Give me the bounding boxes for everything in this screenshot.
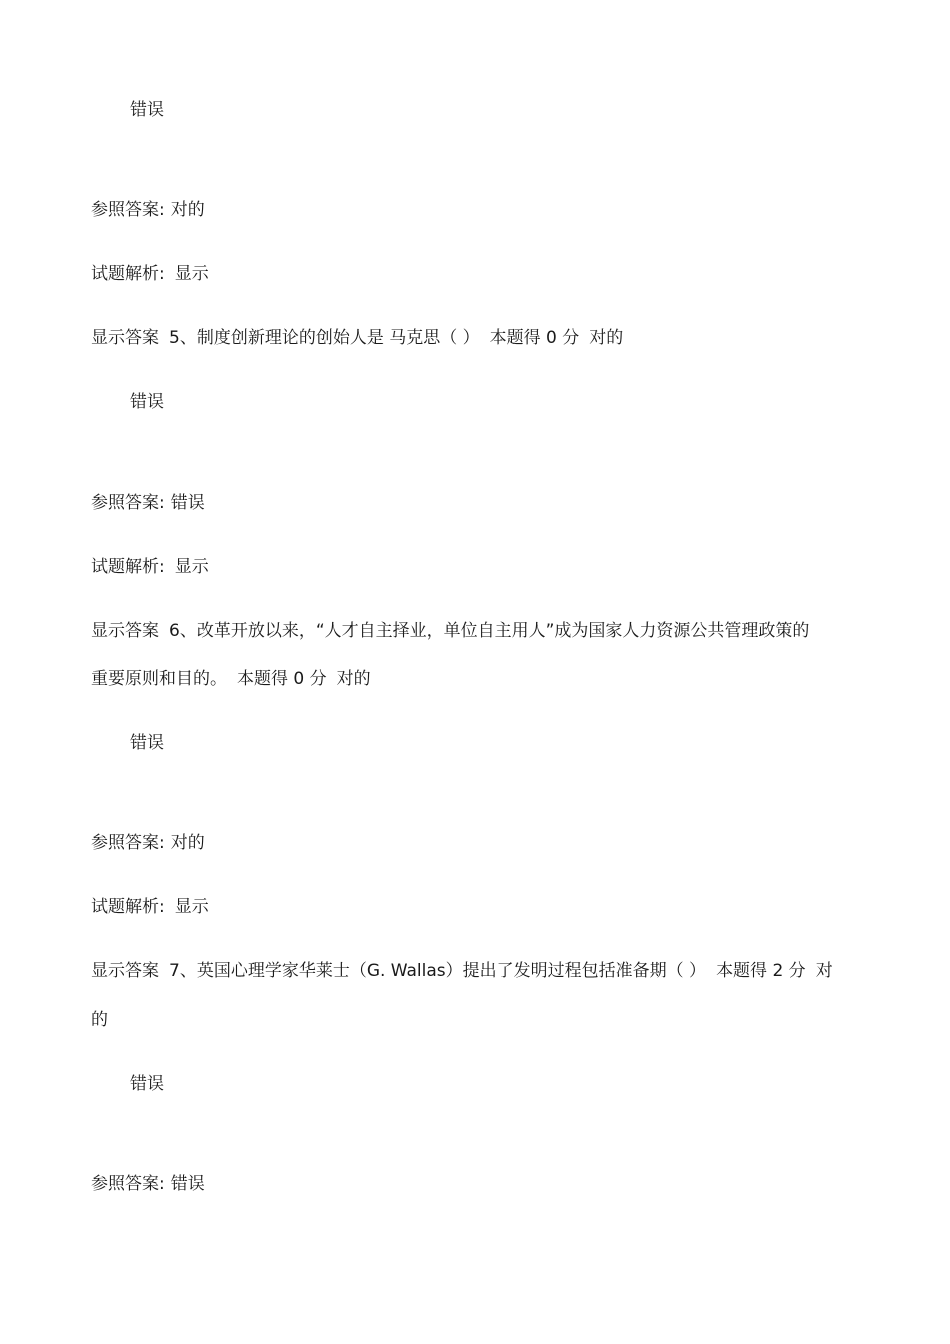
option-wrong-label: 错误	[130, 1074, 164, 1094]
question-7	[91, 960, 833, 982]
question-6-continued	[91, 668, 371, 690]
analysis-label: 试题解析:	[91, 557, 165, 577]
question-text: 7、英国心理学家华莱士（G. Wallas）提出了发明过程包括准备期（ ）	[169, 961, 707, 981]
show-answer-link[interactable]: 显示答案	[91, 961, 159, 981]
show-analysis-link[interactable]: 显示	[174, 557, 209, 577]
question-score: 本题得 2 分	[716, 961, 806, 981]
question-score: 本题得 0 分	[237, 669, 327, 689]
reference-answer-value: 错误	[170, 493, 205, 513]
option-wrong[interactable]	[130, 391, 164, 413]
question-text: 5、制度创新理论的创始人是 马克思（ ）	[169, 328, 480, 348]
question-7-continued	[91, 1009, 108, 1031]
option-true[interactable]: 对	[815, 961, 833, 981]
reference-answer-value: 对的	[170, 200, 205, 220]
option-true[interactable]: 的	[91, 1010, 108, 1030]
option-wrong-label: 错误	[130, 392, 164, 412]
option-wrong-label: 错误	[130, 733, 164, 753]
reference-answer-label: 参照答案:	[91, 1174, 165, 1194]
question-analysis	[91, 896, 209, 918]
show-answer-link[interactable]: 显示答案	[91, 328, 159, 348]
reference-answer	[91, 1173, 205, 1195]
reference-answer	[91, 199, 205, 221]
option-wrong[interactable]	[130, 732, 164, 754]
question-5	[91, 327, 623, 349]
reference-answer-value: 对的	[170, 833, 205, 853]
question-text: 6、改革开放以来，“人才自主择业，单位自主用人”成为国家人力资源公共管理政策的	[169, 621, 810, 641]
option-wrong[interactable]	[130, 1073, 164, 1095]
option-wrong-label: 错误	[130, 100, 164, 120]
question-score: 本题得 0 分	[489, 328, 580, 348]
reference-answer-label: 参照答案:	[91, 833, 165, 853]
show-answer-link[interactable]: 显示答案	[91, 621, 159, 641]
option-true[interactable]: 对的	[336, 669, 371, 689]
reference-answer-value: 错误	[170, 1174, 205, 1194]
show-analysis-link[interactable]: 显示	[174, 897, 209, 917]
reference-answer-label: 参照答案:	[91, 493, 165, 513]
question-analysis	[91, 556, 209, 578]
question-6	[91, 620, 809, 642]
reference-answer	[91, 832, 205, 854]
analysis-label: 试题解析:	[91, 264, 165, 284]
analysis-label: 试题解析:	[91, 897, 165, 917]
reference-answer	[91, 492, 205, 514]
option-true[interactable]: 对的	[589, 328, 624, 348]
show-analysis-link[interactable]: 显示	[174, 264, 209, 284]
question-text: 重要原则和目的。	[91, 669, 227, 689]
question-analysis	[91, 263, 209, 285]
reference-answer-label: 参照答案:	[91, 200, 165, 220]
option-wrong[interactable]	[130, 99, 164, 121]
